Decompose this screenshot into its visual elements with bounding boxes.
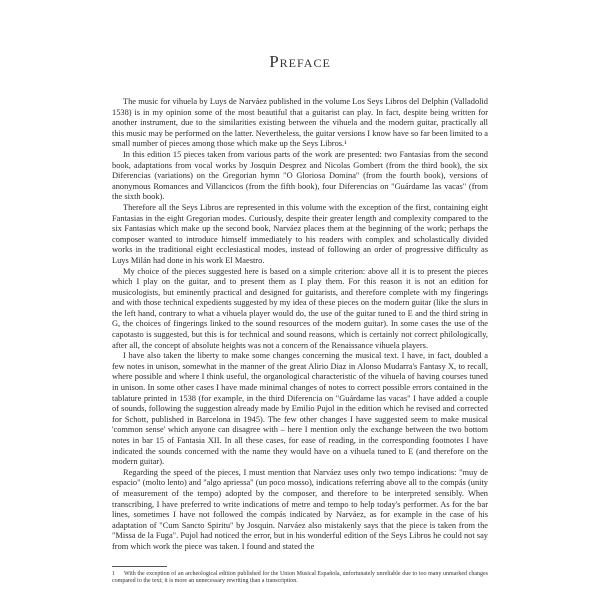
footnote-rule [112,566,167,567]
footnote-text: With the exception of an archeological edition published for the Union Musical Española, unfortunately unreliable due to too many unmarked changes compared to the text; it is more an unnecessary rewriting than a transcription. [112,571,488,585]
paragraph-4: My choice of the pieces suggested here is based on a simple criterion: above all it is to present the pieces which I play on the guitar, and to present them as I play them. For this reason it is not an edition for musicologists, but eminently practical and designed for guitarists, and therefore complete with my fingerings and with those technical expedients suggested by my idea of these pieces on the modern guitar (like the slurs in the left hand, contrary to what a vihuela player would do, the use of the guitar tuned to E and the third string in G, the choices of fingerings linked to the sound resources of the modern guitar). In some cases the use of the capotasto is suggested, but this is for technical and sound reasons, which is certainly not correct philologically, after all, the concept of absolute heights was not a concern of the Renaissance vihuela players. [112,266,488,350]
page-title: Preface [269,52,331,71]
paragraph-2: In this edition 15 pieces taken from various parts of the work are presented: two Fantasias from the second book, adaptations from vocal works by Josquin Desprez and Nicolas Gombert (from the third book), the six Diferencias (variations) on the Gregorian hymn "O Gloriosa Domina" (from the fourth book), versions of anonymous Romances and Villancicos (from the fifth book), four Diferencias on "Guárdame las vacas" (from the sixth book). [112,149,488,202]
paragraph-3: Therefore all the Seys Libros are represented in this volume with the exception of the first, containing eight Fantasias in the eight Gregorian modes. Curiously, despite their greater length and complexity compared to the six Fantasias which make up the second book, Narváez places them at the beginning of the work; perhaps the composer wanted to introduce himself immediately to his readers with complex and scholastically divided works in the traditional eight ecclesiastical modes, instead of following an order of progressive difficulty as Luys Milán had done in his work El Maestro. [112,202,488,265]
paragraph-1: The music for vihuela by Luys de Narváez published in the volume Los Seys Libros del Delphin (Valladolid 1538) is in my opinion some of the most beautiful that a guitarist can play. In fact, despite being written for another instrument, due to the similarities existing between the vihuela and the modern guitar, practically all this music may be performed on the latter. Nevertheless, the guitar versions I know have so far been limited to a small number of pieces among those which make up the Seys Libros.¹ [112,97,488,149]
footnote-number: 1 [112,571,115,577]
body-text [112,97,488,553]
paragraph-6: Regarding the speed of the pieces, I must mention that Narváez uses only two tempo indications: "muy de espacio" (molto lento) and "algo apriessa" (un poco mosso), indications referring above all to the compás (unity of measurement of the tempo) adopted by the composer, and therefore to be interpreted sensibly. When transcribing, I have preferred to write indications of metre and tempo to help today's performer. As for the bar lines, sometimes I have not followed the compás indicated by Narváez, as for example in the case of his adaptation of "Cum Sancto Spiritu" by Josquin. Narváez also mistakenly says that the piece is taken from the "Missa de la Fuga". Pujol had noticed the error, but in his wonderful edition of the Seys Libros he could not say from which work the piece was taken. I found and stated the [112,467,488,551]
paragraph-5: I have also taken the liberty to make some changes concerning the musical text. I have, in fact, doubled a few notes in unison, somewhat in the manner of the great Alirio Diaz in Alonso Mudarra's Fantasy X, to recall, where possible and where I think useful, the organological characteristic of the vihuela of having courses tuned in unison. In some other cases I have made minimal changes of notes to correct possible errors contained in the tablature printed in 1538 (for example, in the third Diferencia on "Guárdame las vacas" I have added a couple of sounds, following the suggestion already made by Emilio Pujol in the edition which he revised and corrected for Schott, published in Barcelona in 1945). The few other changes I have suggested seem to make musical 'common sense' which anyone can disagree with – here I mention only the exchange between the two bottom notes in bar 15 of Fantasia XII. In all these cases, for ease of reading, in the corresponding footnotes I have indicated the sounds concerned with the name they would have on a vihuela tuned to E (and therefore on the modern guitar). [112,351,488,467]
footnote [112,571,488,585]
